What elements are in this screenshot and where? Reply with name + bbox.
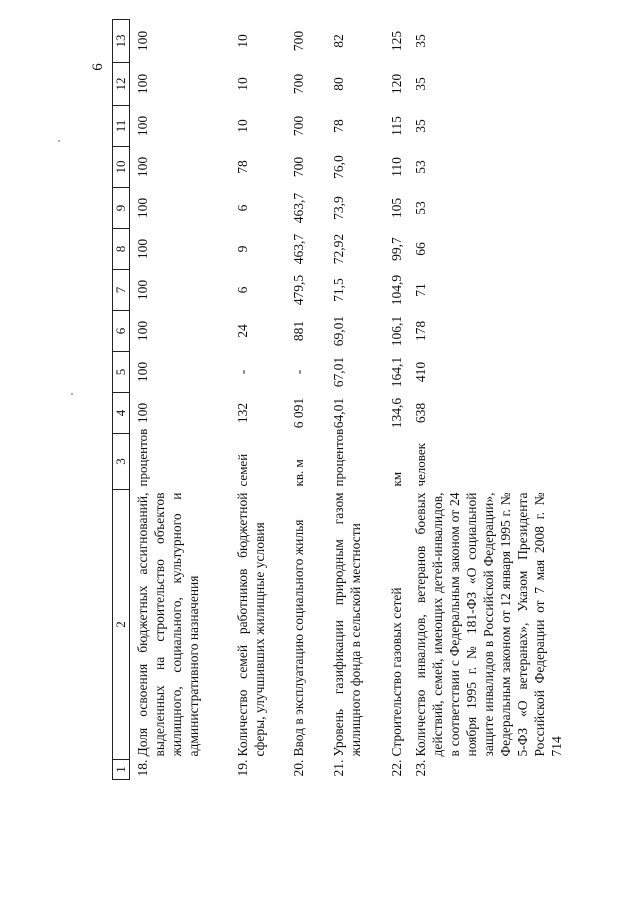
column-header: 13 xyxy=(113,20,130,63)
scan-speck xyxy=(58,140,60,142)
value-cell: 100 xyxy=(135,402,150,424)
column-header: 2 xyxy=(113,490,130,760)
value-cell: 100 xyxy=(135,238,150,260)
indicator-name: Уровень газификации природным газом жилищного фонда в сельской местности xyxy=(330,492,363,757)
value-cell: 82 xyxy=(330,34,346,48)
value-cell: 69,01 xyxy=(330,315,346,347)
value-cell: 120 xyxy=(388,73,404,95)
value-cell: 164,1 xyxy=(388,356,404,388)
unit-cell: км xyxy=(388,471,404,487)
value-cell: 700 xyxy=(290,30,306,52)
value-cell: 73,9 xyxy=(330,196,346,220)
column-header: 4 xyxy=(113,393,130,434)
column-header: 12 xyxy=(113,63,130,106)
value-cell: 64,01 xyxy=(330,397,346,429)
indicators-table xyxy=(112,19,568,780)
table-row xyxy=(408,20,568,780)
value-cell: 479,5 xyxy=(290,274,306,306)
column-header: 6 xyxy=(113,311,130,352)
column-header: 11 xyxy=(113,106,130,147)
column-header: 8 xyxy=(113,229,130,270)
value-cell: 35 xyxy=(412,77,428,91)
value-cell: - xyxy=(234,369,250,375)
value-cell: 67,01 xyxy=(330,356,346,388)
value-cell: 700 xyxy=(290,73,306,95)
table-row xyxy=(130,20,230,780)
value-cell: 10 xyxy=(234,34,250,48)
value-cell: 106,1 xyxy=(388,315,404,347)
value-cell: 6 xyxy=(234,286,250,294)
row-number: 20. xyxy=(290,759,306,777)
value-cell: 100 xyxy=(135,320,150,342)
indicator-name: Доля освоения бюджетных ассигнований, выделенных на строительство объектов жилищного, социального, культурного и административного назначения xyxy=(135,492,201,757)
table-row xyxy=(326,20,384,780)
row-number: 23. xyxy=(412,759,428,777)
unit-cell: человек xyxy=(412,443,428,487)
value-cell: 100 xyxy=(135,197,150,219)
scan-speck xyxy=(71,393,73,395)
row-number: 22. xyxy=(388,759,404,777)
value-cell: 178 xyxy=(412,320,428,342)
value-cell: 71 xyxy=(412,283,428,297)
value-cell: 78 xyxy=(330,119,346,133)
column-number-header xyxy=(113,20,130,780)
indicator-name: Количество инвалидов, ветеранов боевых действий, семей, имеющих детей-инвалидов, в соответствии с Федеральным законом от 24 ноября 1995 г. № 181-ФЗ «О социальной защите инвалидов в Российской Федерации», Федеральным законом от 12 января 1995 г. № 5-ФЗ «О ветеранах», Указом Президента Российской Федерации от 7 мая 2008 г. № 714 xyxy=(412,492,564,757)
indicator-name: Ввод в эксплуатацию социального жилья xyxy=(290,519,306,757)
column-header: 9 xyxy=(113,188,130,229)
value-cell: 881 xyxy=(290,320,306,342)
table-row xyxy=(286,20,326,780)
value-cell: 125 xyxy=(388,30,404,52)
unit-cell: процентов xyxy=(135,428,150,487)
column-header: 1 xyxy=(113,760,130,780)
table-row xyxy=(384,20,408,780)
value-cell: - xyxy=(290,369,306,375)
value-cell: 71,5 xyxy=(330,278,346,302)
value-cell: 53 xyxy=(412,160,428,174)
rotated-page-content xyxy=(112,20,582,780)
value-cell: 100 xyxy=(135,30,150,52)
value-cell: 66 xyxy=(412,242,428,256)
value-cell: 463,7 xyxy=(290,192,306,224)
value-cell: 100 xyxy=(135,361,150,383)
unit-cell: процентов xyxy=(330,428,346,487)
value-cell: 35 xyxy=(412,119,428,133)
value-cell: 463,7 xyxy=(290,233,306,265)
page-number: 6 xyxy=(90,63,106,71)
value-cell: 132 xyxy=(234,402,250,424)
value-cell: 638 xyxy=(412,402,428,424)
value-cell: 110 xyxy=(388,157,404,177)
value-cell: 24 xyxy=(234,324,250,338)
value-cell: 6 xyxy=(234,204,250,212)
column-header: 7 xyxy=(113,270,130,311)
value-cell: 72,92 xyxy=(330,233,346,265)
value-cell: 100 xyxy=(135,115,150,137)
value-cell: 35 xyxy=(412,34,428,48)
value-cell: 115 xyxy=(388,116,404,136)
value-cell: 410 xyxy=(412,361,428,383)
value-cell: 105 xyxy=(388,197,404,219)
unit-cell: семей xyxy=(234,453,250,487)
value-cell: 76,0 xyxy=(330,155,346,179)
value-cell: 10 xyxy=(234,77,250,91)
value-cell: 100 xyxy=(135,279,150,301)
table-row xyxy=(230,20,286,780)
value-cell: 700 xyxy=(290,156,306,178)
value-cell: 100 xyxy=(135,73,150,95)
column-header: 10 xyxy=(113,147,130,188)
value-cell: 78 xyxy=(234,160,250,174)
value-cell: 80 xyxy=(330,77,346,91)
value-cell: 104,9 xyxy=(388,274,404,306)
value-cell: 6 091 xyxy=(290,397,306,429)
column-header: 5 xyxy=(113,352,130,393)
row-number: 21. xyxy=(330,759,346,777)
unit-cell: кв. м xyxy=(290,459,306,487)
value-cell: 9 xyxy=(234,245,250,253)
value-cell: 53 xyxy=(412,201,428,215)
row-number: 19. xyxy=(234,759,250,777)
value-cell: 10 xyxy=(234,119,250,133)
value-cell: 700 xyxy=(290,115,306,137)
value-cell: 99,7 xyxy=(388,237,404,261)
column-header: 3 xyxy=(113,434,130,490)
value-cell: 134,6 xyxy=(388,397,404,429)
value-cell: 100 xyxy=(135,156,150,178)
indicator-name: Количество семей работников бюджетной сферы, улучшивших жилищные условия xyxy=(234,492,267,757)
indicator-name: Строительство газовых сетей xyxy=(388,587,404,757)
row-number: 18. xyxy=(135,759,150,777)
